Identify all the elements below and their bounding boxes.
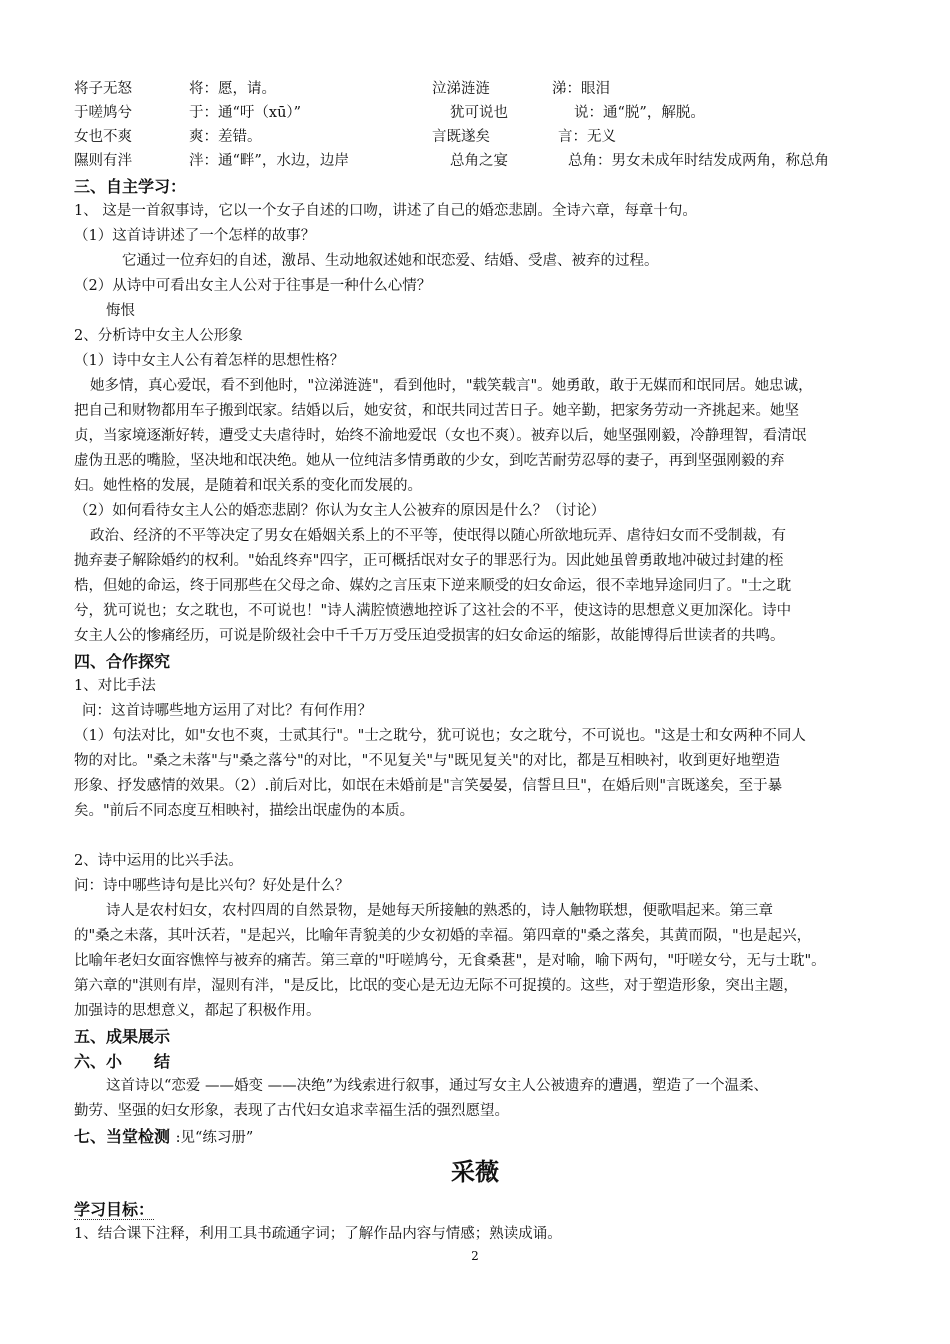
answer-line: 政治、经济的不平等决定了男女在婚姻关系上的不平等，使氓得以随心所欲地玩弄、虐待妇女而不受制裁，有 [90, 528, 786, 544]
vocab-gloss: 涕：眼泪 [552, 81, 610, 97]
paragraph: 1、 这是一首叙事诗，它以一个女子自述的口吻，讲述了自己的婚恋悲剧。全诗六章，每章十句。 [74, 203, 697, 219]
answer-line: 把自己和财物都用车子搬到氓家。结婚以后，她安贫，和氓共同过苦日子。她辛勤，把家务劳动一齐挑起来。她坚 [74, 403, 799, 419]
answer-line: 她多情，真心爱氓，看不到他时，"泣涕涟涟"，看到他时，"载笑载言"。她勇敢，敢于无媒而和氓同居。她忠诚， [90, 378, 813, 394]
section-heading: 六、小 结 [74, 1052, 171, 1071]
vocab-phrase: 隰则有泮 [74, 153, 132, 169]
answer-line: 女主人公的惨痛经历，可说是阶级社会中千千万万受压迫受损害的妇女命运的缩影，故能博得后世读者的共鸣。 [74, 628, 785, 644]
vocab-phrase: 将子无怒 [74, 81, 132, 97]
answer-line: 形象、抒发感情的效果。（2）.前后对比，如氓在未婚前是"言笑晏晏，信誓旦旦"，在婚后则"言既遂矣，至于暴 [74, 778, 783, 794]
question: 问：诗中哪些诗句是比兴句？好处是什么？ [74, 878, 350, 894]
vocab-gloss: 言：无义 [558, 129, 616, 145]
summary-line: 勤劳、坚强的妇女形象，表现了古代妇女追求幸福生活的强烈愿望。 [74, 1103, 509, 1119]
answer-line: 矣。"前后不同态度互相映衬，描绘出氓虚伪的本质。 [74, 803, 415, 819]
answer: 悔恨 [106, 303, 135, 319]
page-number: 2 [471, 1249, 479, 1263]
vocab-phrase: 女也不爽 [74, 129, 132, 145]
section-heading: 五、成果展示 [74, 1027, 171, 1046]
answer-line: 兮，犹可说也；女之耽也，不可说也！"诗人满腔愤懑地控诉了这社会的不平，使这诗的思想意义更加深化。诗中 [74, 603, 792, 619]
question: （1）这首诗讲述了一个怎样的故事？ [74, 228, 316, 244]
answer-line: （1）句法对比，如"女也不爽，士贰其行"。"士之耽兮，犹可说也；女之耽兮，不可说也。"这是士和女两种不同人 [74, 728, 806, 744]
answer-line: 抛弃妻子解除婚约的权利。"始乱终弃"四字，正可概括氓对女子的罪恶行为。因此她虽曾勇敢地冲破过封建的桎 [74, 553, 784, 569]
answer-line: 的"桑之未落，其叶沃若，"是起兴，比喻年青貌美的少女初婚的幸福。第四章的"桑之落矣，其黄而陨，"也是起兴， [74, 928, 812, 944]
vocab-gloss: 爽：差错。 [189, 129, 262, 145]
answer-line: 虚伪丑恶的嘴脸，坚决地和氓决绝。她从一位纯洁多情勇敢的少女，到吃苦耐劳忍辱的妻子，再到坚强刚毅的弃 [74, 453, 785, 469]
question: （1）诗中女主人公有着怎样的思想性格？ [74, 353, 345, 369]
question: （2）从诗中可看出女主人公对于往事是一种什么心情？ [74, 278, 432, 294]
vocab-phrase: 总角之宴 [450, 153, 508, 169]
answer-line: 比喻年老妇女面容憔悴与被弃的痛苦。第三章的"吁嗟鸠兮，无食桑葚"，是对喻，喻下两句，"吁嗟女兮，无与士耽"。 [74, 953, 826, 969]
answer-line: 梏，但她的命运，终于同那些在父母之命、媒妁之言压束下逆来顺受的妇女命运，很不幸地异途同归了。"士之耽 [74, 578, 792, 594]
summary-line: 这首诗以“恋爱 ——婚变 ——决绝”为线索进行叙事，通过写女主人公被遗弃的遭遇，塑造了一个温柔、 [106, 1078, 769, 1094]
section-note: :见“练习册” [175, 1130, 254, 1146]
vocab-gloss: 说：通“脱”，解脱。 [574, 105, 705, 121]
answer-line: 诗人是农村妇女，农村四周的自然景物，是她每天所接触的熟悉的，诗人触物联想，便歌唱起来。第三章 [106, 903, 773, 919]
answer-line: 第六章的"淇则有岸，湿则有泮，"是反比，比氓的变心是无边无际不可捉摸的。这些，对于塑造形象，突出主题， [74, 978, 798, 994]
answer-line: 贞，当家境逐渐好转，遭受丈夫虐待时，始终不渝地爱氓（女也不爽）。被弃以后，她坚强刚毅，冷静理智，看清氓 [74, 428, 807, 444]
section-heading: 三、自主学习： [74, 177, 187, 196]
lesson-title: 采薇 [451, 1158, 499, 1186]
vocab-phrase: 于嗟鸠兮 [74, 105, 132, 121]
section-heading-row [74, 1125, 890, 1150]
goal-item: 1、结合课下注释，利用工具书疏通字词；了解作品内容与情感；熟读成诵。 [74, 1226, 562, 1242]
answer: 它通过一位弃妇的自述，激昂、生动地叙述她和氓恋爱、结婚、受虐、被弃的过程。 [122, 253, 659, 269]
vocab-gloss: 将：愿，请。 [189, 81, 276, 97]
goal-heading-row [74, 1198, 890, 1221]
question: （2）如何看待女主人公的婚恋悲剧？你认为女主人公被弃的原因是什么？（讨论） [74, 503, 606, 519]
paragraph: 1、对比手法 [74, 678, 156, 694]
vocab-gloss: 总角：男女未成年时结发成两角，称总角 [568, 153, 829, 169]
section-heading: 七、当堂检测 [74, 1127, 176, 1146]
question: 问：这首诗哪些地方运用了对比？有何作用？ [82, 703, 372, 719]
vocab-phrase: 犹可说也 [450, 105, 508, 121]
vocab-phrase: 言既遂矣 [432, 129, 490, 145]
answer-line: 加强诗的思想意义，都起了积极作用。 [74, 1003, 321, 1019]
paragraph: 2、分析诗中女主人公形象 [74, 328, 243, 344]
paragraph: 2、诗中运用的比兴手法。 [74, 853, 243, 869]
answer-line: 妇。她性格的发展，是随着和氓关系的变化而发展的。 [74, 478, 422, 494]
section-heading: 四、合作探究 [74, 652, 171, 671]
answer-line: 物的对比。"桑之未落"与"桑之落兮"的对比，"不见复关"与"既见复关"的对比，都是互相映衬，收到更好地塑造 [74, 753, 780, 769]
goal-heading: 学习目标： [74, 1200, 155, 1219]
vocab-phrase: 泣涕涟涟 [432, 81, 490, 97]
vocab-gloss: 泮：通“畔”，水边，边岸 [189, 153, 349, 169]
vocab-gloss: 于：通“吁（xū）” [189, 105, 302, 121]
